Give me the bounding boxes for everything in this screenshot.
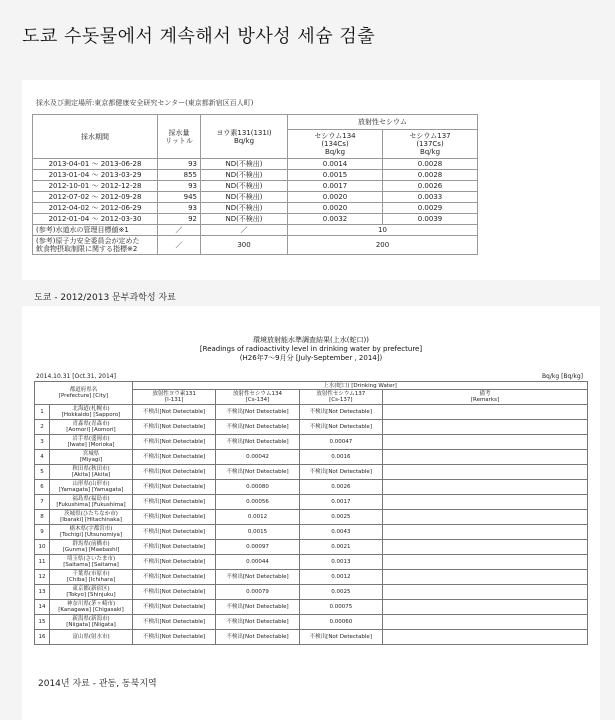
cell-remarks — [383, 495, 588, 510]
cell-cs137: 不検出[Not Detectable] — [299, 630, 382, 645]
cell-cs137: 0.0025 — [299, 510, 382, 525]
cell-cs134: 不検出[Not Detectable] — [216, 405, 299, 420]
table-row — [35, 405, 588, 420]
table-row — [35, 420, 588, 435]
ref1-label: (参考)水道水の管理目標値※1 — [33, 225, 158, 236]
cell-i131: 不検出[Not Detectable] — [133, 615, 216, 630]
cell-city: 富山県(射水市) — [50, 630, 133, 645]
cell-city: 秋田県(秋田市) [Akita] [Akita] — [50, 465, 133, 480]
cell-remarks — [383, 525, 588, 540]
cell-cs134: 不検出[Not Detectable] — [216, 630, 299, 645]
cell-remarks — [383, 435, 588, 450]
cell-iodine: ND(不検出) — [201, 192, 288, 203]
table-row — [35, 585, 588, 600]
cell-remarks — [383, 405, 588, 420]
cell-no: 3 — [35, 435, 50, 450]
cell-volume: 93 — [158, 181, 201, 192]
cell-i131: 不検出[Not Detectable] — [133, 405, 216, 420]
header-cs134-2014: 放射性セシウム134 [Cs-134] — [216, 390, 299, 405]
cell-cs134: 0.0014 — [288, 159, 383, 170]
cell-city: 北海道(札幌市) [Hokkaido] [Sapporo] — [50, 405, 133, 420]
doc2-title: 環境放射能水準調査結果(上水(蛇口)) — [253, 336, 369, 344]
cell-cs134: 0.00056 — [216, 495, 299, 510]
cesium-table-2012-2013 — [32, 114, 478, 255]
ref2-cesium: 200 — [288, 236, 478, 255]
cell-period: 2013-04-01 ～ 2013-06-28 — [33, 159, 158, 170]
cell-no: 14 — [35, 600, 50, 615]
cell-cs137: 0.0016 — [299, 450, 382, 465]
header-cesium: 放射性セシウム — [288, 115, 478, 130]
cell-iodine: ND(不検出) — [201, 181, 288, 192]
cell-cs137: 0.0013 — [299, 555, 382, 570]
cell-cs134: 不検出[Not Detectable] — [216, 420, 299, 435]
table-row — [35, 525, 588, 540]
cell-cs134: 0.00042 — [216, 450, 299, 465]
cell-city: 栃木県(宇都宮市) [Tochigi] [Utsunomiya] — [50, 525, 133, 540]
table-row — [35, 495, 588, 510]
cell-iodine: ND(不検出) — [201, 170, 288, 181]
cell-remarks — [383, 585, 588, 600]
table-row — [35, 630, 588, 645]
table-row — [35, 480, 588, 495]
cell-no: 11 — [35, 555, 50, 570]
header-cs134: セシウム134 (134Cs) Bq/kg — [288, 130, 383, 159]
cell-i131: 不検出[Not Detectable] — [133, 450, 216, 465]
ref2-iodine: 300 — [201, 236, 288, 255]
cell-i131: 不検出[Not Detectable] — [133, 480, 216, 495]
cell-cs134: 0.00079 — [216, 585, 299, 600]
cell-cs134: 不検出[Not Detectable] — [216, 435, 299, 450]
header-cs137: セシウム137 (137Cs) Bq/kg — [383, 130, 478, 159]
cell-remarks — [383, 510, 588, 525]
cell-cs137: 0.0043 — [299, 525, 382, 540]
cell-i131: 不検出[Not Detectable] — [133, 630, 216, 645]
table-row — [33, 181, 478, 192]
cell-cs137: 0.0029 — [383, 203, 478, 214]
cell-volume: 92 — [158, 214, 201, 225]
cell-iodine: ND(不検出) — [201, 203, 288, 214]
header-cs137-2014: 放射性セシウム137 [Cs-137] — [299, 390, 382, 405]
cell-no: 13 — [35, 585, 50, 600]
cell-remarks — [383, 555, 588, 570]
doc2-date: 2014.10.31 [Oct.31, 2014] — [36, 373, 116, 380]
cell-no: 4 — [35, 450, 50, 465]
cell-remarks — [383, 615, 588, 630]
doc2-period: (H26年7～9月分 [July-September , 2014]) — [239, 354, 383, 362]
cell-remarks — [383, 480, 588, 495]
cell-cs137: 不検出[Not Detectable] — [299, 420, 382, 435]
cell-no: 12 — [35, 570, 50, 585]
cell-cs134: 0.00097 — [216, 540, 299, 555]
table-cutoff-mask — [22, 687, 600, 720]
cell-remarks — [383, 420, 588, 435]
cell-remarks — [383, 600, 588, 615]
cell-cs134: 0.0015 — [288, 170, 383, 181]
cell-period: 2012-10-01 ～ 2012-12-28 — [33, 181, 158, 192]
cell-remarks — [383, 450, 588, 465]
cell-cs137: 0.0028 — [383, 170, 478, 181]
ref2-label: (参考)原子力安全委員会が定めた 飲食物摂取制限に関する指標※2 — [33, 236, 158, 255]
cell-i131: 不検出[Not Detectable] — [133, 600, 216, 615]
table-row — [33, 159, 478, 170]
table-row — [33, 192, 478, 203]
doc2-title-en: [Readings of radioactivity level in drinking water by prefecture] — [199, 345, 423, 353]
cell-cs137: 0.0028 — [383, 159, 478, 170]
cell-city: 山形県(山形市) [Yamagata] [Yamagata] — [50, 480, 133, 495]
cell-i131: 不検出[Not Detectable] — [133, 495, 216, 510]
table-row — [35, 540, 588, 555]
cell-volume: 945 — [158, 192, 201, 203]
cell-period: 2012-07-02 ～ 2012-09-28 — [33, 192, 158, 203]
cell-city: 埼玉県(さいたま市) [Saitama] [Saitama] — [50, 555, 133, 570]
cell-cs134: 0.0020 — [288, 192, 383, 203]
table-row — [35, 555, 588, 570]
header-prefecture: 都道府県名 [Prefecture] [City] — [35, 382, 133, 405]
cell-iodine: ND(不検出) — [201, 159, 288, 170]
cell-no: 8 — [35, 510, 50, 525]
sampling-location: 採水及び測定場所:東京都健康安全研究センター(東京都新宿区百人町) — [36, 99, 254, 107]
table-row — [35, 510, 588, 525]
table-row — [35, 435, 588, 450]
table-row — [35, 465, 588, 480]
table-row — [35, 615, 588, 630]
cell-volume: 93 — [158, 203, 201, 214]
cell-cs137: 0.00075 — [299, 600, 382, 615]
caption-2014: 2014년 자료 - 관동, 동북지역 — [38, 679, 157, 689]
cell-cs134: 0.0032 — [288, 214, 383, 225]
cell-no: 6 — [35, 480, 50, 495]
cell-i131: 不検出[Not Detectable] — [133, 435, 216, 450]
cell-i131: 不検出[Not Detectable] — [133, 465, 216, 480]
header-iodine: ヨウ素131(131I) Bq/kg — [201, 115, 288, 159]
cell-city: 東京都(新宿区) [Tokyo] [Shinjuku] — [50, 585, 133, 600]
caption-2012-2013: 도쿄 - 2012/2013 문부과학성 자료 — [34, 293, 176, 303]
cell-cs134: 不検出[Not Detectable] — [216, 465, 299, 480]
cell-city: 神奈川県(茅ヶ崎市) [Kanagawa] [Chigasaki] — [50, 600, 133, 615]
table-row — [33, 203, 478, 214]
cell-city: 千葉県(市原市) [Chiba] [Ichihara] — [50, 570, 133, 585]
cell-cs137: 0.0017 — [299, 495, 382, 510]
cell-cs134: 0.00080 — [216, 480, 299, 495]
cell-cs137: 0.0025 — [299, 585, 382, 600]
cell-city: 茨城県(ひたちなか市) [Ibaraki] [Hitachinaka] — [50, 510, 133, 525]
ref1-volume: ／ — [158, 225, 201, 236]
cell-period: 2012-04-02 ～ 2012-06-29 — [33, 203, 158, 214]
cell-city: 福島県(福島市) [Fukushima] [Fukushima] — [50, 495, 133, 510]
cell-i131: 不検出[Not Detectable] — [133, 585, 216, 600]
cell-remarks — [383, 465, 588, 480]
header-drinking-water: 上水(蛇口) [Drinking Water] — [133, 382, 588, 390]
cell-city: 青森県(青森市) [Aomori] [Aomori] — [50, 420, 133, 435]
cell-city: 群馬県(前橋市) [Gunma] [Maebashi] — [50, 540, 133, 555]
cell-cs137: 不検出[Not Detectable] — [299, 405, 382, 420]
header-period: 採水期間 — [33, 115, 158, 159]
cell-cs134: 0.00044 — [216, 555, 299, 570]
cell-volume: 855 — [158, 170, 201, 181]
cell-i131: 不検出[Not Detectable] — [133, 555, 216, 570]
doc2-unit: Bq/kg [Bq/kg] — [541, 373, 583, 380]
cell-cs137: 0.0021 — [299, 540, 382, 555]
table-row — [35, 570, 588, 585]
cell-cs134: 0.0015 — [216, 525, 299, 540]
cell-cs137: 0.00060 — [299, 615, 382, 630]
table-row — [33, 214, 478, 225]
ref1-iodine: ／ — [201, 225, 288, 236]
cell-no: 1 — [35, 405, 50, 420]
cell-cs137: 0.00047 — [299, 435, 382, 450]
cell-remarks — [383, 630, 588, 645]
cell-cs134: 不検出[Not Detectable] — [216, 570, 299, 585]
cell-no: 5 — [35, 465, 50, 480]
header-volume: 採水量 リットル — [158, 115, 201, 159]
cell-period: 2013-01-04 ～ 2013-03-29 — [33, 170, 158, 181]
cell-remarks — [383, 540, 588, 555]
cell-period: 2012-01-04 ～ 2012-03-30 — [33, 214, 158, 225]
cell-no: 2 — [35, 420, 50, 435]
cell-city: 宮城県 [Miyagi] — [50, 450, 133, 465]
cell-city: 岩手県(盛岡市) [Iwate] [Morioka] — [50, 435, 133, 450]
cell-no: 16 — [35, 630, 50, 645]
cell-city: 新潟県(新潟市) [Niigata] [Niigata] — [50, 615, 133, 630]
cell-cs134: 不検出[Not Detectable] — [216, 600, 299, 615]
table-row — [35, 450, 588, 465]
cell-i131: 不検出[Not Detectable] — [133, 420, 216, 435]
ref1-cesium: 10 — [288, 225, 478, 236]
cell-i131: 不検出[Not Detectable] — [133, 540, 216, 555]
cell-cs137: 0.0039 — [383, 214, 478, 225]
cell-i131: 不検出[Not Detectable] — [133, 510, 216, 525]
page-title: 도쿄 수돗물에서 계속해서 방사성 세슘 검출 — [22, 26, 376, 47]
cell-no: 15 — [35, 615, 50, 630]
cell-cs137: 不検出[Not Detectable] — [299, 465, 382, 480]
drinking-water-table-2014 — [34, 381, 588, 645]
cell-no: 7 — [35, 495, 50, 510]
cell-iodine: ND(不検出) — [201, 214, 288, 225]
cell-no: 9 — [35, 525, 50, 540]
cell-cs137: 0.0012 — [299, 570, 382, 585]
cell-i131: 不検出[Not Detectable] — [133, 570, 216, 585]
cell-cs134: 0.0017 — [288, 181, 383, 192]
header-remarks: 備考 [Remarks] — [383, 390, 588, 405]
cell-cs137: 0.0026 — [299, 480, 382, 495]
cell-cs134: 0.0012 — [216, 510, 299, 525]
table-row — [35, 600, 588, 615]
cell-cs134: 不検出[Not Detectable] — [216, 615, 299, 630]
cell-volume: 93 — [158, 159, 201, 170]
ref2-volume: ／ — [158, 236, 201, 255]
cell-cs137: 0.0026 — [383, 181, 478, 192]
cell-i131: 不検出[Not Detectable] — [133, 525, 216, 540]
cell-cs134: 0.0020 — [288, 203, 383, 214]
header-i131: 放射性ヨウ素131 [I-131] — [133, 390, 216, 405]
cell-remarks — [383, 570, 588, 585]
table-row — [33, 170, 478, 181]
cell-cs137: 0.0033 — [383, 192, 478, 203]
cell-no: 10 — [35, 540, 50, 555]
